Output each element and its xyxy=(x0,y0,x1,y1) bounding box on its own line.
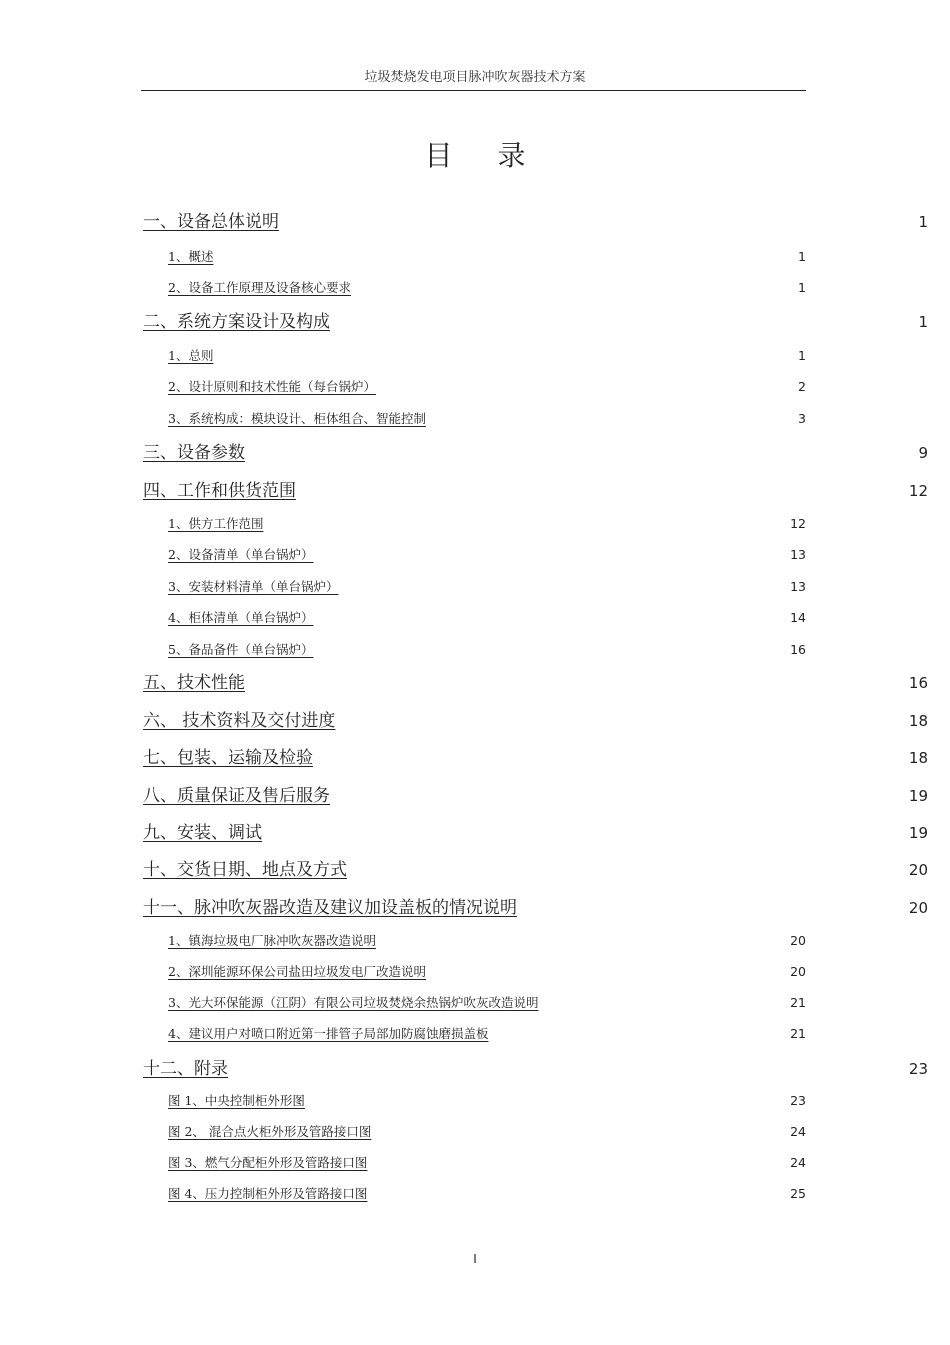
toc-entry-page: 20 xyxy=(908,861,928,879)
toc-entry-label: 图 3、燃气分配柜外形及管路接口图 xyxy=(168,1155,368,1170)
toc-subsection[interactable] xyxy=(168,1184,806,1202)
toc-entry-label: 图 1、中央控制柜外形图 xyxy=(168,1093,305,1108)
toc-entry-page: 1 xyxy=(798,280,806,295)
toc-section[interactable] xyxy=(143,706,928,731)
toc-entry-page: 20 xyxy=(790,933,806,948)
toc-entry-label: 十、交货日期、地点及方式 xyxy=(143,860,347,880)
toc-entry-page: 16 xyxy=(908,674,928,692)
toc-entry-label: 3、系统构成：模块设计、柜体组合、智能控制 xyxy=(168,411,426,426)
toc-entry-page: 2 xyxy=(798,379,806,394)
toc-entry-page: 1 xyxy=(918,313,928,331)
toc-subsection[interactable] xyxy=(168,608,806,626)
toc-section[interactable] xyxy=(143,1054,928,1079)
toc-section[interactable] xyxy=(143,818,928,843)
toc-entry-label: 八、质量保证及售后服务 xyxy=(143,786,330,806)
toc-entry-page: 25 xyxy=(790,1186,806,1201)
toc-entry-page: 23 xyxy=(908,1060,928,1078)
toc-entry-page: 21 xyxy=(790,1026,806,1041)
toc-entry-page: 23 xyxy=(790,1093,806,1108)
toc-subsection[interactable] xyxy=(168,577,806,595)
toc-entry-page: 1 xyxy=(918,213,928,231)
header-rule xyxy=(141,90,806,91)
toc-entry-label: 1、供方工作范围 xyxy=(168,516,264,531)
toc-entry-page: 24 xyxy=(790,1124,806,1139)
toc-entry-label: 3、光大环保能源（江阴）有限公司垃圾焚烧余热锅炉吹灰改造说明 xyxy=(168,995,539,1010)
toc-entry-page: 16 xyxy=(790,642,806,657)
toc-subsection[interactable] xyxy=(168,962,806,980)
toc-subsection[interactable] xyxy=(168,409,806,427)
toc-entry-page: 13 xyxy=(790,579,806,594)
toc-entry-page: 19 xyxy=(908,787,928,805)
toc-entry-page: 14 xyxy=(790,610,806,625)
toc-entry-label: 2、设备清单（单台锅炉） xyxy=(168,547,314,562)
toc-subsection[interactable] xyxy=(168,1091,806,1109)
toc-subsection[interactable] xyxy=(168,247,806,265)
toc-subsection[interactable] xyxy=(168,514,806,532)
running-header: 垃圾焚烧发电项目脉冲吹灰器技术方案 xyxy=(364,70,586,85)
toc-entry-page: 3 xyxy=(798,411,806,426)
toc-entry-page: 20 xyxy=(790,964,806,979)
toc-section[interactable] xyxy=(143,476,928,501)
toc-entry-label: 三、设备参数 xyxy=(143,443,245,463)
toc-entry-label: 四、工作和供货范围 xyxy=(143,481,296,501)
toc-entry-label: 1、概述 xyxy=(168,249,214,264)
toc-entry-page: 13 xyxy=(790,547,806,562)
toc-entry-label: 图 2、 混合点火柜外形及管路接口图 xyxy=(168,1124,372,1139)
toc-entry-label: 七、包装、运输及检验 xyxy=(143,748,313,768)
toc-entry-label: 1、镇海垃圾电厂脉冲吹灰器改造说明 xyxy=(168,933,376,948)
toc-entry-page: 21 xyxy=(790,995,806,1010)
toc-entry-label: 十二、附录 xyxy=(143,1059,228,1079)
toc-subsection[interactable] xyxy=(168,1024,806,1042)
toc-entry-label: 二、系统方案设计及构成 xyxy=(143,312,330,332)
toc-entry-label: 4、建议用户对喷口附近第一排管子局部加防腐蚀磨损盖板 xyxy=(168,1026,489,1041)
toc-subsection[interactable] xyxy=(168,1122,806,1140)
toc-entry-label: 2、深圳能源环保公司盐田垃圾发电厂改造说明 xyxy=(168,964,426,979)
toc-subsection[interactable] xyxy=(168,278,806,296)
toc-entry-page: 18 xyxy=(908,749,928,767)
toc-entry-label: 2、设备工作原理及设备核心要求 xyxy=(168,280,351,295)
toc-section[interactable] xyxy=(143,668,928,693)
toc-subsection[interactable] xyxy=(168,545,806,563)
toc-entry-page: 9 xyxy=(918,444,928,462)
toc-entry-label: 3、安装材料清单（单台锅炉） xyxy=(168,579,339,594)
toc-section[interactable] xyxy=(143,438,928,463)
toc-section[interactable] xyxy=(143,743,928,768)
toc-subsection[interactable] xyxy=(168,931,806,949)
toc-subsection[interactable] xyxy=(168,640,806,658)
toc-entry-label: 图 4、压力控制柜外形及管路接口图 xyxy=(168,1186,368,1201)
toc-entry-page: 19 xyxy=(908,824,928,842)
toc-entry-label: 十一、脉冲吹灰器改造及建议加设盖板的情况说明 xyxy=(143,898,517,918)
toc-subsection[interactable] xyxy=(168,993,806,1011)
page-title: 目 录 xyxy=(424,139,544,172)
toc-entry-label: 5、备品备件（单台锅炉） xyxy=(168,642,314,657)
toc-entry-page: 18 xyxy=(908,712,928,730)
toc-section[interactable] xyxy=(143,307,928,332)
toc-entry-label: 一、设备总体说明 xyxy=(143,212,279,232)
toc-subsection[interactable] xyxy=(168,1153,806,1171)
toc-section[interactable] xyxy=(143,207,928,232)
toc-entry-page: 1 xyxy=(798,348,806,363)
toc-entry-label: 五、技术性能 xyxy=(143,673,245,693)
page-number: I xyxy=(473,1252,477,1266)
toc-entry-page: 20 xyxy=(908,899,928,917)
toc-section[interactable] xyxy=(143,893,928,918)
toc-subsection[interactable] xyxy=(168,346,806,364)
toc-section[interactable] xyxy=(143,855,928,880)
toc-entry-label: 1、总则 xyxy=(168,348,214,363)
toc-entry-label: 4、柜体清单（单台锅炉） xyxy=(168,610,314,625)
toc-subsection[interactable] xyxy=(168,377,806,395)
toc-entry-page: 12 xyxy=(908,482,928,500)
toc-section[interactable] xyxy=(143,781,928,806)
toc-entry-page: 1 xyxy=(798,249,806,264)
toc-entry-page: 12 xyxy=(790,516,806,531)
toc-entry-page: 24 xyxy=(790,1155,806,1170)
toc-entry-label: 2、设计原则和技术性能（每台锅炉） xyxy=(168,379,376,394)
toc-entry-label: 九、安装、调试 xyxy=(143,823,262,843)
toc-entry-label: 六、 技术资料及交付进度 xyxy=(143,711,336,731)
